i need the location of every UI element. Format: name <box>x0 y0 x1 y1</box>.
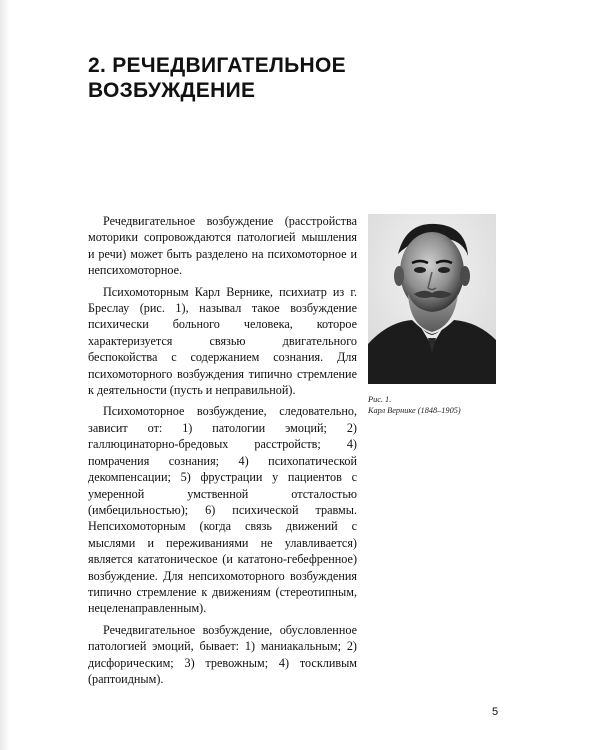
paragraph-1: Речедвигательное возбуждение (расстройства моторики сопровождаются патологией мышления и речи) может быть разделено на психомоторное и непсихомоторное. <box>88 214 357 278</box>
chapter-title-line-2: ВОЗБУЖДЕНИЕ <box>88 79 256 102</box>
figure-caption-text: Карл Вернике (1848–1905) <box>368 406 461 415</box>
page-gutter-shadow <box>0 0 10 750</box>
chapter-title <box>88 53 408 103</box>
body-text <box>88 213 357 692</box>
page-number: 5 <box>492 706 499 718</box>
portrait-image <box>368 214 496 384</box>
paragraph-3: Психомоторное возбуждение, следовательно, зависит от: 1) патологии эмоций; 2) галлюцинаторно-бредовых расстройств; 4) помрачения сознания; 4) психопатической декомпенсации; 5) фрустрации у пациентов с умеренной умственной отсталостью (имбецильностью); 6) психической травмы. Непсихомоторным (когда связь движений с мыслями и переживаниями не улавливается) является кататоническое (и кататоно-гебефренное) возбуждение. Для непсихомоторного возбуждения типично стремление к движениям (стереотипным, нецеленаправленным). <box>88 404 357 616</box>
paragraph-4: Речедвигательное возбуждение, обусловленное патологией эмоций, бывает: 1) маниакальным; 2) дисфорическим; 3) тревожным; 4) тоскливым (раптоидным). <box>88 622 357 686</box>
chapter-title-line-1: 2. РЕЧЕДВИГАТЕЛЬНОЕ <box>88 54 346 77</box>
portrait-photo <box>368 214 496 384</box>
paragraph-2: Психомоторным Карл Вернике, психиатр из г. Бреслау (рис. 1), называл такое возбуждение психически больного человека, которое характеризуется связью двигательного беспокойства с содержанием сознания. Для психомоторного возбуждения типично стремление к деятельности (пусть и неправильной). <box>88 284 357 398</box>
figure-caption-label: Рис. 1. <box>368 395 392 404</box>
figure-caption <box>368 394 528 416</box>
